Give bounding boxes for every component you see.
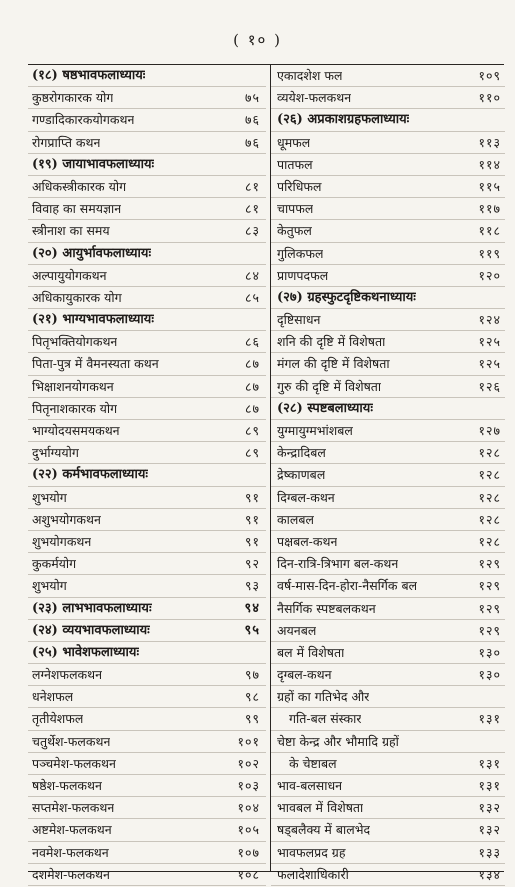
toc-entry [271, 65, 505, 87]
toc-entry [28, 686, 266, 708]
toc-entry-title: शनि की दृष्टि में विशेषता [277, 334, 386, 350]
toc-entry-page: १३३ [478, 844, 501, 860]
toc-entry [28, 487, 266, 509]
toc-entry [271, 753, 505, 775]
toc-entry-page: १३२ [478, 822, 501, 838]
toc-entry [271, 331, 505, 353]
toc-entry-page: ९९ [244, 711, 260, 727]
toc-entry-page: ९१ [244, 533, 260, 549]
toc-entry-page: ८३ [244, 223, 260, 239]
toc-entry-title: शुभयोग [32, 578, 67, 594]
toc-entry-page: १०२ [237, 755, 260, 771]
toc-chapter-heading [28, 642, 266, 664]
toc-entry [28, 420, 266, 442]
toc-entry-title: धूमफल [277, 134, 311, 150]
toc-entry-title: अधिकस्त्रीकारक योग [32, 178, 127, 194]
toc-entry-page: १३१ [478, 755, 501, 771]
toc-entry-page: ९४ [244, 600, 260, 616]
toc-entry-page: १२८ [478, 489, 501, 505]
toc-entry [271, 220, 505, 242]
toc-entry-page: १२६ [478, 378, 501, 394]
toc-entry [28, 132, 266, 154]
toc-entry-title: केतुफल [277, 223, 312, 239]
toc-entry-page: ११७ [478, 201, 501, 217]
toc-entry [28, 109, 266, 131]
toc-entry-page: १३२ [478, 800, 501, 816]
toc-entry-page: ८७ [244, 400, 260, 416]
toc-entry [271, 309, 505, 331]
toc-entry-page: ८१ [244, 201, 260, 217]
toc-entry-title: ग्रहों का गतिभेद और [277, 689, 370, 705]
toc-entry [271, 243, 505, 265]
toc-entry-title: लग्नेशफलकथन [32, 667, 103, 683]
toc-chapter-heading [271, 287, 505, 309]
toc-entry-title: व्ययेश-फलकथन [277, 90, 352, 106]
toc-entry [271, 731, 505, 753]
toc-entry [271, 575, 505, 597]
toc-entry [28, 731, 266, 753]
toc-entry-title: (२३) लाभभावफलाध्यायः [32, 600, 152, 616]
toc-entry [271, 686, 505, 708]
toc-entry-title: पिता-पुत्र में वैमनस्यता कथन [32, 356, 159, 372]
toc-entry-title: गण्डादिकारकयोगकथन [32, 112, 135, 128]
toc-entry [271, 176, 505, 198]
toc-entry-title: चापफल [277, 201, 314, 217]
toc-entry-page: ११८ [478, 223, 501, 239]
toc-entry-page: ९५ [244, 622, 260, 638]
toc-entry-title: केन्द्रादिबल [277, 445, 326, 461]
toc-entry-title: पक्षबल-कथन [277, 533, 338, 549]
toc-entry-title: षड्बलैक्य में बालभेद [277, 822, 371, 838]
toc-entry [271, 464, 505, 486]
toc-entry-page: १३० [478, 644, 501, 660]
toc-entry-page: ७६ [244, 112, 260, 128]
toc-entry-title: धनेशफल [32, 689, 74, 705]
toc-entry-page: १०१ [237, 733, 260, 749]
toc-entry-page: १२९ [478, 578, 501, 594]
toc-entry [28, 353, 266, 375]
toc-entry-title: कुकर्मयोग [32, 556, 77, 572]
toc-entry [28, 198, 266, 220]
toc-entry [271, 442, 505, 464]
toc-entry-title: दृष्टिसाधन [277, 312, 321, 328]
toc-entry-title: (१९) जायाभावफलाध्यायः [32, 156, 155, 172]
toc-entry-title: बल में विशेषता [277, 644, 345, 660]
toc-entry-page: १०४ [237, 800, 260, 816]
toc-entry-title: सप्तमेश-फलकथन [32, 800, 115, 816]
toc-entry-title: भाग्योदयसमयकथन [32, 423, 120, 438]
toc-entry-title: (२७) ग्रहस्फुटदृष्टिकथनाध्यायः [277, 289, 416, 305]
toc-entry [28, 575, 266, 597]
toc-entry-page: ९२ [244, 556, 260, 572]
toc-entry [271, 531, 505, 553]
toc-entry-title: पातफल [277, 156, 313, 172]
toc-entry-page: १३१ [478, 778, 501, 793]
toc-entry-page: ७५ [244, 90, 260, 106]
toc-chapter-heading [28, 65, 266, 87]
toc-entry-page: १२० [478, 267, 501, 283]
toc-entry-title: अधिकायुकारक योग [32, 289, 122, 305]
toc-entry-title: अशुभयोगकथन [32, 511, 101, 527]
toc-chapter-heading [28, 620, 266, 642]
toc-entry-title: (२५) भावेशफलाध्यायः [32, 644, 140, 660]
toc-entry-title: अष्टमेश-फलकथन [32, 822, 112, 838]
toc-entry [28, 842, 266, 864]
toc-entry-title: कालबल [277, 511, 314, 527]
toc-entry [28, 265, 266, 287]
toc-entry [271, 376, 505, 398]
toc-entry-title: युग्मायुग्मभांशबल [277, 423, 353, 438]
toc-entry [28, 664, 266, 686]
toc-entry-page: ८९ [244, 445, 260, 461]
toc-entry-title: अल्पायुयोगकथन [32, 267, 107, 283]
toc-entry-title: तृतीयेशफल [32, 711, 84, 727]
toc-entry [28, 287, 266, 309]
toc-entry-page: ११४ [478, 156, 501, 172]
toc-entry [28, 398, 266, 420]
toc-entry-page: ८९ [244, 423, 260, 438]
toc-entry [271, 708, 505, 730]
toc-entry-title: पितृभक्तियोगकथन [32, 334, 118, 350]
table-of-contents [28, 64, 504, 882]
toc-entry [271, 553, 505, 575]
toc-entry-page: १२९ [478, 600, 501, 616]
toc-entry-title: वर्ष-मास-दिन-होरा-नैसर्गिक बल [277, 578, 418, 594]
toc-entry [28, 553, 266, 575]
toc-chapter-heading [28, 464, 266, 486]
toc-chapter-heading [28, 243, 266, 265]
toc-entry [271, 87, 505, 109]
toc-entry-page: ७६ [244, 134, 260, 150]
toc-right-column [270, 65, 505, 882]
toc-entry [271, 132, 505, 154]
toc-entry-title: कुष्ठरोगकारक योग [32, 90, 114, 106]
toc-entry-page: ११५ [478, 178, 501, 194]
toc-entry-title: चेष्टा केन्द्र और भौमादि ग्रहों [277, 733, 399, 749]
toc-entry-page: १२८ [478, 467, 501, 483]
toc-entry-page: १३४ [478, 866, 501, 882]
toc-entry-page: ८४ [244, 267, 260, 283]
toc-entry-page: ८७ [244, 356, 260, 372]
toc-chapter-heading [28, 154, 266, 176]
toc-entry-title: भावफलप्रद ग्रह [277, 844, 346, 860]
toc-entry-title: (२२) कर्मभावफलाध्यायः [32, 467, 149, 483]
toc-entry-page: १०३ [237, 778, 260, 793]
toc-entry [271, 864, 505, 886]
toc-entry-title: चतुर्थेश-फलकथन [32, 733, 111, 749]
toc-entry-title: (२४) व्ययभावफलाध्यायः [32, 622, 150, 638]
toc-entry-title: (२८) स्पष्टबलाध्यायः [277, 400, 373, 416]
toc-entry-title: शुभयोगकथन [32, 533, 92, 549]
toc-entry [28, 775, 266, 797]
toc-entry-title: (२१) भाग्यभावफलाध्यायः [32, 312, 154, 328]
toc-entry-title: (२०) आयुर्भावफलाध्यायः [32, 245, 152, 261]
toc-entry-title: दुर्भाग्ययोग [32, 445, 79, 461]
toc-entry-title: पञ्चमेश-फलकथन [32, 755, 116, 771]
toc-entry-title: गुरु की दृष्टि में विशेषता [277, 378, 382, 394]
toc-entry-page: १२८ [478, 533, 501, 549]
toc-entry-page: ९१ [244, 489, 260, 505]
toc-entry-page: ९१ [244, 511, 260, 527]
toc-entry [28, 331, 266, 353]
toc-entry-title: नैसर्गिक स्पष्टबलकथन [277, 600, 376, 616]
toc-entry-title: के चेष्टाबल [289, 755, 337, 771]
toc-entry-page: १२८ [478, 445, 501, 461]
toc-entry [271, 598, 505, 620]
toc-entry-title: दिन-रात्रि-त्रिभाग बल-कथन [277, 556, 399, 572]
toc-chapter-heading [28, 598, 266, 620]
toc-entry [28, 531, 266, 553]
toc-entry [28, 442, 266, 464]
toc-entry-title: अयनबल [277, 622, 317, 638]
toc-entry [28, 708, 266, 730]
toc-entry-page: ९८ [244, 689, 260, 705]
toc-entry-title: मंगल की दृष्टि में विशेषता [277, 356, 390, 372]
toc-entry [271, 420, 505, 442]
toc-entry [28, 176, 266, 198]
toc-entry [271, 487, 505, 509]
toc-entry [28, 797, 266, 819]
toc-entry-page: १०५ [237, 822, 260, 838]
toc-entry-page: १०७ [237, 844, 260, 860]
toc-entry-page: ९३ [244, 578, 260, 594]
toc-entry [28, 509, 266, 531]
toc-entry-page: १०८ [237, 866, 260, 882]
toc-chapter-heading [28, 309, 266, 331]
toc-entry-title: स्त्रीनाश का समय [32, 223, 110, 239]
toc-entry [28, 376, 266, 398]
toc-entry [271, 353, 505, 375]
toc-entry-page: ९७ [244, 667, 260, 683]
toc-entry-title: भिक्षाशनयोगकथन [32, 378, 114, 394]
toc-entry-title: द्रेष्काणबल [277, 467, 326, 483]
toc-entry [28, 87, 266, 109]
toc-entry [28, 220, 266, 242]
toc-entry-page: १२९ [478, 622, 501, 638]
toc-entry-title: फलादेशाधिकारी [277, 866, 349, 882]
toc-entry-title: दिग्बल-कथन [277, 489, 335, 505]
toc-entry-page: ११९ [478, 245, 501, 261]
toc-entry-title: गति-बल संस्कार [289, 711, 362, 727]
toc-entry-page: ८१ [244, 178, 260, 194]
toc-entry-page: १२७ [478, 423, 501, 438]
toc-entry [271, 775, 505, 797]
toc-entry-page: १३१ [478, 711, 501, 727]
toc-entry-title: गुलिकफल [277, 245, 324, 261]
toc-entry [28, 864, 266, 886]
toc-chapter-heading [271, 109, 505, 131]
toc-entry [271, 154, 505, 176]
toc-left-column [28, 65, 266, 882]
toc-entry-page: १२५ [478, 356, 501, 372]
toc-entry-title: भाव-बलसाधन [277, 778, 343, 793]
toc-entry [271, 842, 505, 864]
toc-entry [271, 265, 505, 287]
toc-entry-title: शुभयोग [32, 489, 67, 505]
toc-entry [271, 664, 505, 686]
toc-entry [28, 753, 266, 775]
toc-entry-page: १२८ [478, 511, 501, 527]
toc-entry-title: (२६) अप्रकाशग्रहफलाध्यायः [277, 112, 410, 128]
toc-entry-page: १२५ [478, 334, 501, 350]
toc-entry [271, 642, 505, 664]
toc-entry-title: प्राणपदफल [277, 267, 329, 283]
toc-entry-title: षष्ठेश-फलकथन [32, 778, 102, 793]
toc-entry [271, 797, 505, 819]
toc-entry-title: (१८) षष्ठभावफलाध्यायः [32, 68, 146, 83]
toc-entry-title: एकादशेश फल [277, 68, 343, 83]
toc-entry [271, 198, 505, 220]
toc-entry-page: ११३ [478, 134, 501, 150]
toc-entry [28, 819, 266, 841]
toc-entry-page: १२९ [478, 556, 501, 572]
toc-entry-page: ८६ [244, 334, 260, 350]
toc-entry-title: दशमेश-फलकथन [32, 866, 110, 882]
toc-entry-title: नवमेश-फलकथन [32, 844, 109, 860]
toc-entry-title: दृग्बल-कथन [277, 667, 332, 683]
toc-entry-page: ८५ [244, 289, 260, 305]
page-number: ( १० ) [233, 31, 282, 49]
toc-entry-page: १०९ [478, 68, 501, 83]
toc-entry [271, 509, 505, 531]
toc-entry-title: पितृनाशकारक योग [32, 400, 118, 416]
toc-entry-page: ११० [478, 90, 501, 106]
toc-entry-page: १२४ [478, 312, 501, 328]
toc-entry-title: भावबल में विशेषता [277, 800, 364, 816]
toc-chapter-heading [271, 398, 505, 420]
toc-entry-page: १३० [478, 667, 501, 683]
toc-entry-title: विवाह का समयज्ञान [32, 201, 122, 217]
toc-entry-page: ८७ [244, 378, 260, 394]
toc-entry-title: परिधिफल [277, 178, 322, 194]
toc-entry [271, 819, 505, 841]
toc-entry [271, 620, 505, 642]
toc-entry-title: रोगप्राप्ति कथन [32, 134, 101, 150]
